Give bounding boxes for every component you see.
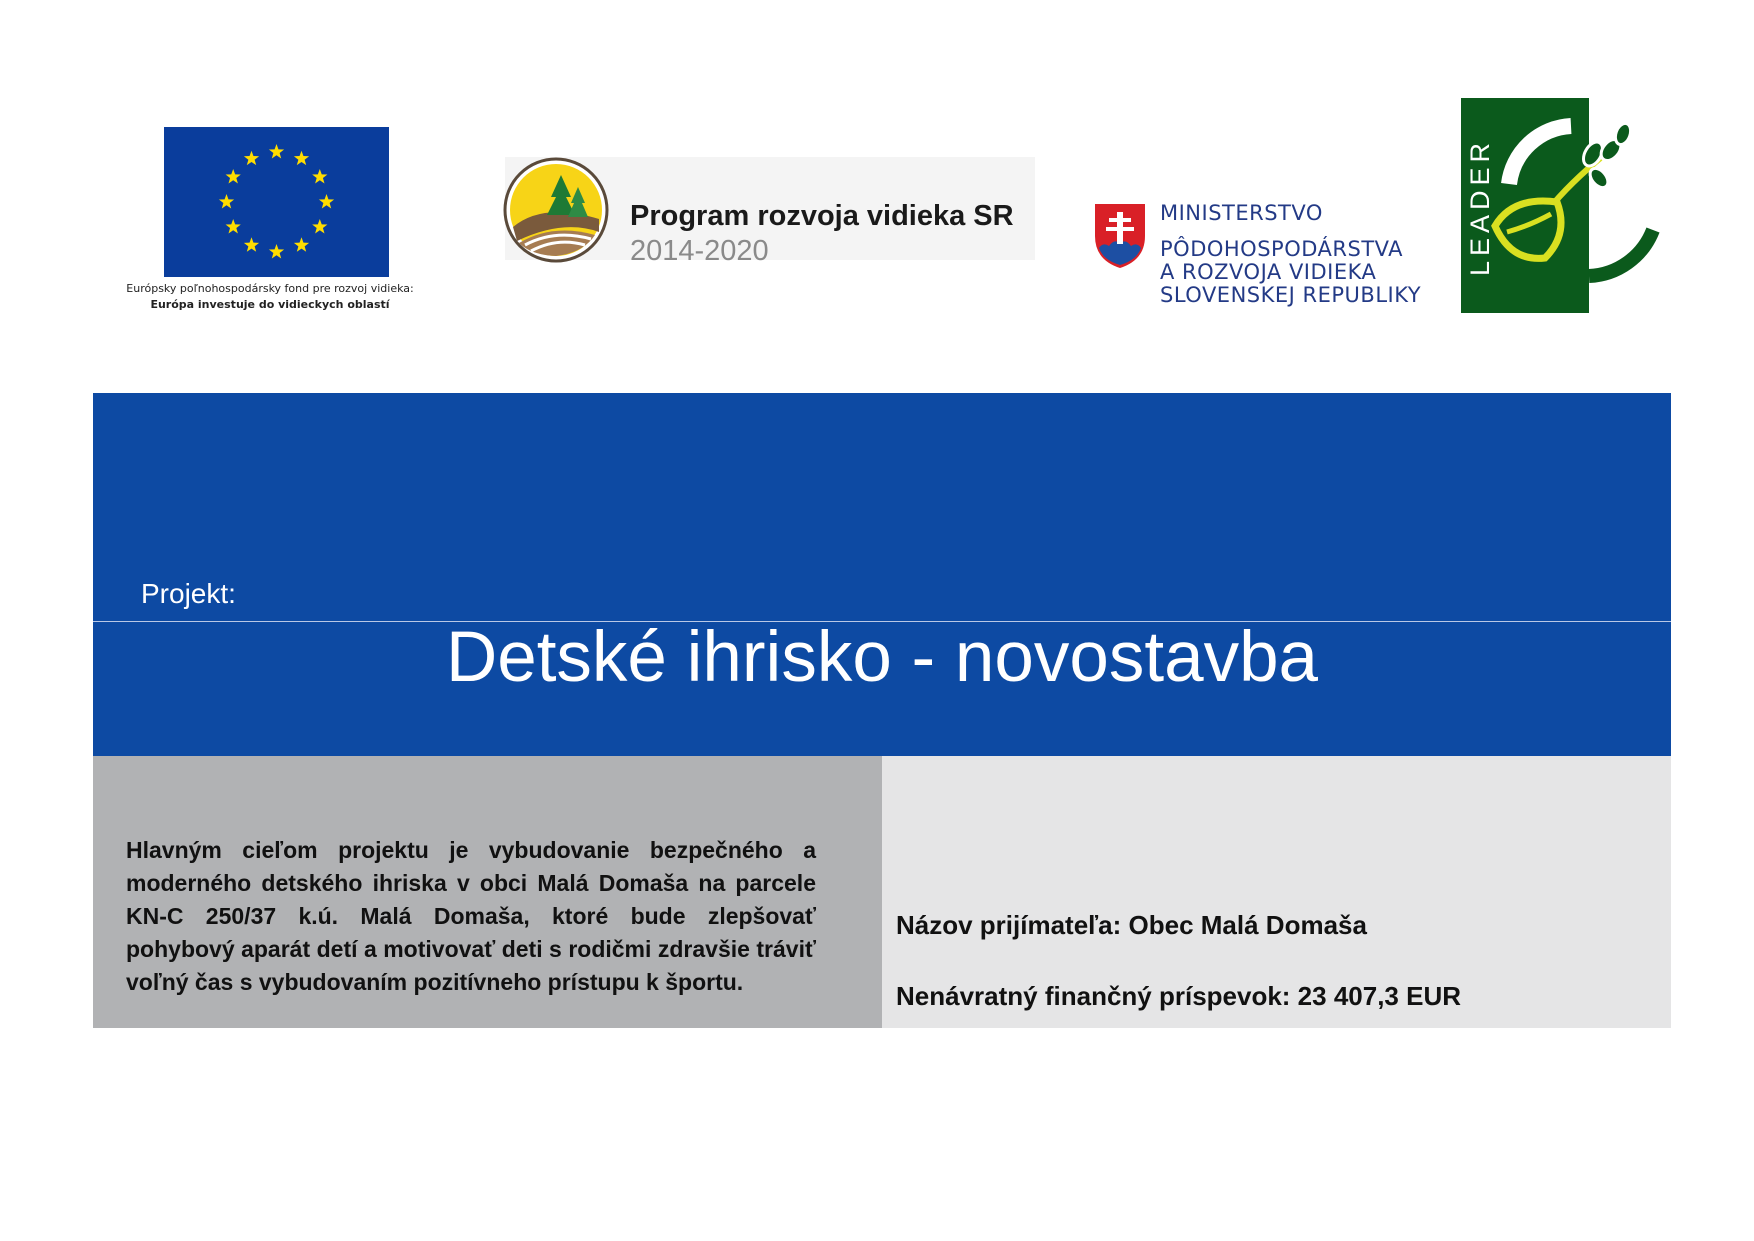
project-label: Projekt: <box>141 578 236 609</box>
project-description: Hlavným cieľom projektu je vybudovanie bezpečného a moderného detského ihriska v obci Malá Domaša na parcele KN-C 250/37 k.ú. Malá Domaša, ktoré bude zlepšovať pohybový aparát detí a motivovať deti s rodičmi zdravšie tráviť voľný čas s vybudovaním pozitívneho prístupu k športu. <box>126 837 816 995</box>
ministry-line-1: MINISTERSTVO <box>1160 201 1323 225</box>
eu-caption-slogan: Európa investuje do vidieckych oblastí <box>150 298 390 311</box>
eu-caption-fund: Európsky poľnohospodársky fond pre rozvoj vidieka: <box>126 282 414 295</box>
prv-program-title: Program rozvoja vidieka SR <box>630 200 1014 232</box>
eu-star-icon <box>244 151 259 165</box>
leader-logo <box>1461 98 1673 313</box>
eu-star-icon <box>312 219 327 233</box>
eu-star-icon <box>244 237 259 251</box>
eu-star-icon <box>269 244 284 258</box>
eu-star-icon <box>226 169 241 183</box>
ministry-line-4: SLOVENSKEJ REPUBLIKY <box>1160 283 1422 307</box>
eu-star-icon <box>319 194 334 208</box>
prv-program-years: 2014-2020 <box>630 235 769 267</box>
eu-stars-ring <box>164 127 389 277</box>
prv-emblem-icon <box>503 157 609 263</box>
eu-star-icon <box>294 151 309 165</box>
eu-star-icon <box>312 169 327 183</box>
slovak-coat-of-arms-icon <box>1093 202 1147 270</box>
eu-flag-logo <box>164 127 389 277</box>
grant-amount: Nenávratný finančný príspevok: 23 407,3 EUR <box>896 981 1462 1011</box>
eu-star-icon <box>226 219 241 233</box>
leader-logo-text: LEADER <box>1465 137 1495 276</box>
recipient-name: Názov prijímateľa: Obec Malá Domaša <box>896 910 1367 940</box>
eu-star-icon <box>294 237 309 251</box>
project-banner <box>93 393 1671 756</box>
eu-star-icon <box>219 194 234 208</box>
ministry-line-3: A ROZVOJA VIDIEKA <box>1160 260 1377 284</box>
project-title: Detské ihrisko - novostavba <box>445 618 1319 697</box>
ministry-line-2: PÔDOHOSPODÁRSTVA <box>1160 237 1404 261</box>
eu-star-icon <box>269 144 284 158</box>
